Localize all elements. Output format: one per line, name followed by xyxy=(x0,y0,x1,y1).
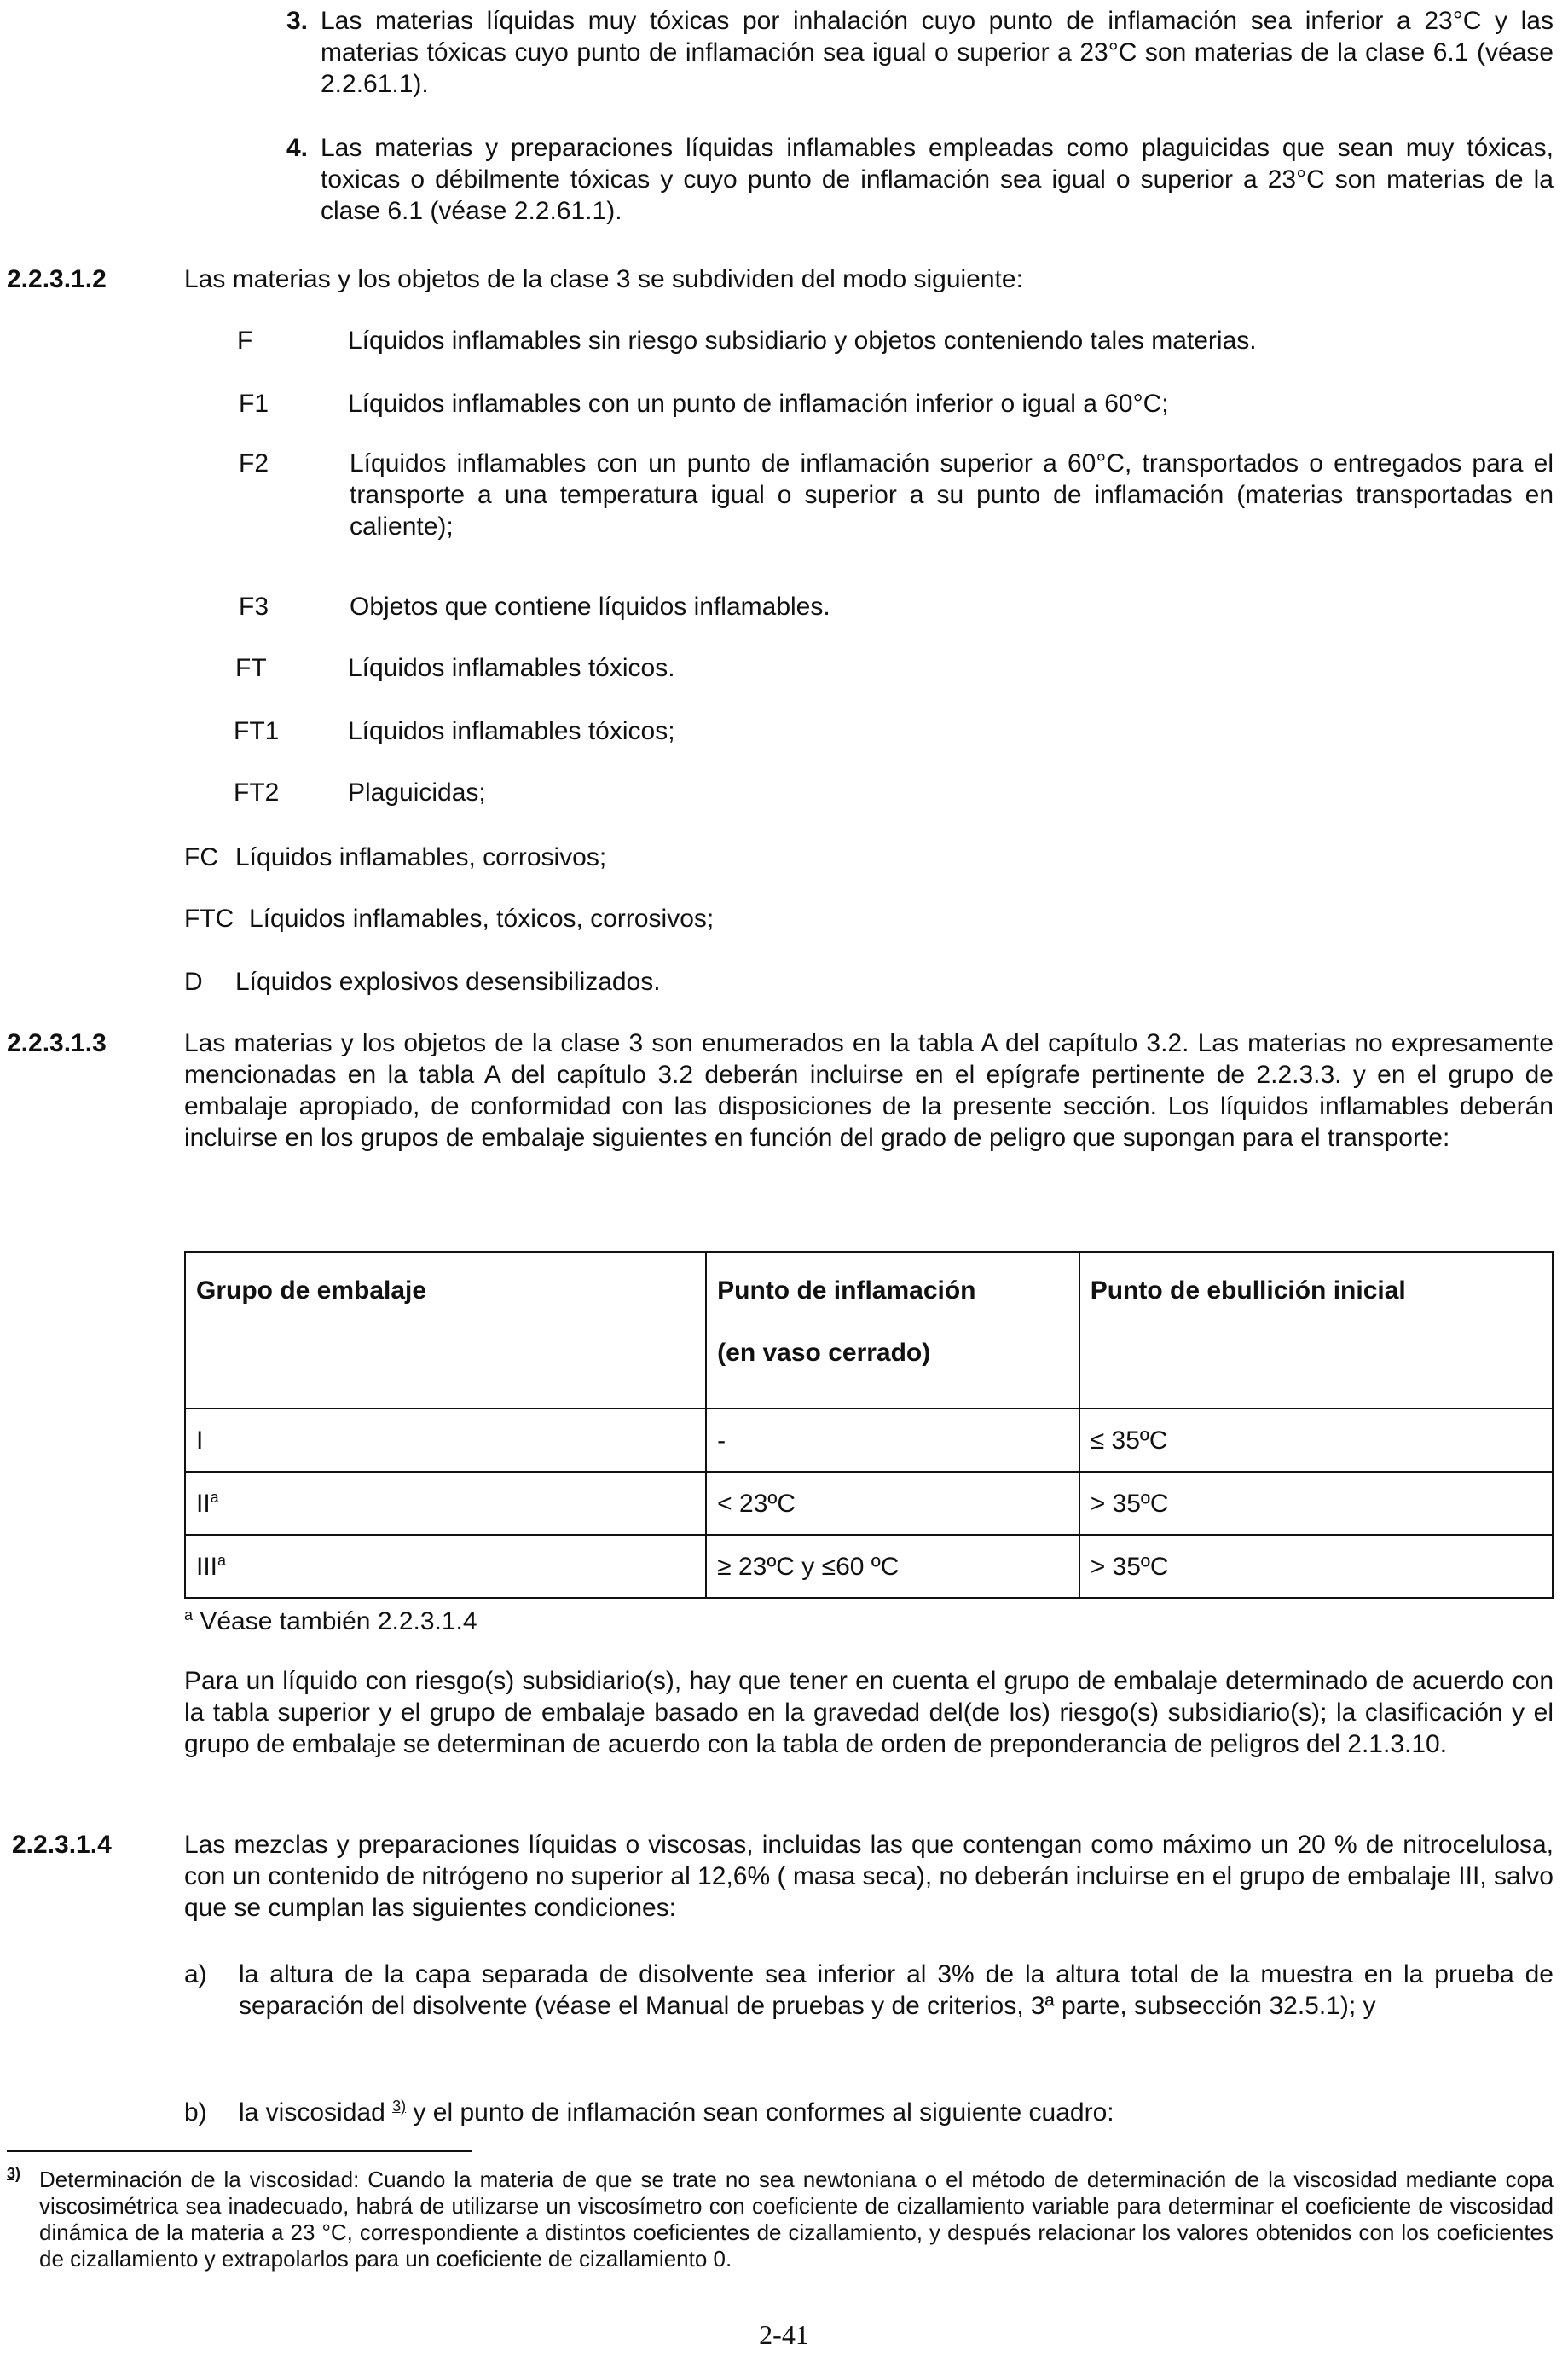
class-code: F1 xyxy=(239,390,269,418)
table-header-cell xyxy=(706,1252,1079,1409)
table-header-cell: Punto de ebullición inicial xyxy=(1079,1252,1553,1409)
table-cell-group xyxy=(185,1535,706,1598)
class-code: FT xyxy=(235,654,267,682)
group-value: III xyxy=(196,1552,218,1581)
section-text: Las mezclas y preparaciones líquidas o viscosas, incluidas las que contengan como máximo un 20 % de nitrocelulosa, con un contenido de nitrógeno no superior al 12,6% ( masa seca), no deberán incluirse en el grupo de embalaje III, salvo que se cumplan las siguientes condiciones: xyxy=(184,1831,1554,1922)
section-text: Las materias y los objetos de la clase 3 se subdividen del modo siguiente: xyxy=(184,265,1023,293)
section-number: 2.2.3.1.2 xyxy=(7,265,107,293)
list-number: 3. xyxy=(286,7,309,35)
table-cell-group xyxy=(185,1409,706,1472)
class-description: Líquidos inflamables, tóxicos, corrosivos; xyxy=(249,905,715,933)
table-cell-boil: > 35ºC xyxy=(1079,1535,1553,1598)
class-code: FT2 xyxy=(234,778,280,807)
footnote-text: Determinación de la viscosidad: Cuando la materia de que se trate no sea newtoniana o el método de determinación de la viscosidad mediante copa viscosimétrica sea inadecuado, habrá de utilizarse un viscosímetro con coeficiente de cizallamiento variable para determinar el coeficiente de viscosidad dinámica de la materia a 23 °C, correspondiente a distintos coeficientes de cizallamiento, y después relacionar los valores obtenidos con los coeficientes de cizallamiento y extrapolarlos para un coeficiente de cizallamiento 0. xyxy=(39,2167,1554,2272)
table-cell-flash: < 23ºC xyxy=(706,1472,1079,1535)
footnote-marker: a xyxy=(210,1488,219,1506)
list-number: 4. xyxy=(286,134,309,162)
class-description: Líquidos inflamables tóxicos; xyxy=(348,717,675,745)
section-text: Las materias y los objetos de la clase 3 son enumerados en la tabla A del capítulo 3.2. Las materias no expresamente mencionadas en la tabla A del capítulo 3.2 deberán incluirse en el epígrafe pertinente de 2.2.3.3. y en el grupo de embalaje apropiado, de conformidad con las disposiciones de la presente sección. Los líquidos inflamables deberán incluirse en los grupos de embalaje siguientes en función del grado de peligro que supongan para el transporte: xyxy=(184,1029,1554,1152)
table-row xyxy=(185,1535,1553,1598)
class-description: Líquidos inflamables sin riesgo subsidiario y objetos conteniendo tales materias. xyxy=(348,327,1257,355)
group-value: I xyxy=(196,1426,204,1455)
class-code: D xyxy=(184,968,203,996)
table-cell-group xyxy=(185,1472,706,1535)
class-description: Líquidos explosivos desensibilizados. xyxy=(235,968,661,996)
packing-group-table xyxy=(184,1251,1554,1599)
table-row xyxy=(185,1409,1553,1472)
list-item-text: Las materias líquidas muy tóxicas por inhalación cuyo punto de inflamación sea inferior a 23°C y las materias tóxicas cuyo punto de inflamación sea igual o superior a 23°C son materias de la clase 6.1 (véase 2.2.61.1). xyxy=(321,7,1554,98)
footnote-reference[interactable]: 3) xyxy=(392,2098,407,2115)
class-code: F2 xyxy=(239,449,269,477)
table-cell-flash: ≥ 23ºC y ≤60 ºC xyxy=(706,1535,1079,1598)
list-item-text: Las materias y preparaciones líquidas inflamables empleadas como plaguicidas que sean muy tóxicas, toxicas o débilmente tóxicas y cuyo punto de inflamación sea igual o superior a 23°C son materias de la clase 6.1 (véase 2.2.61.1). xyxy=(321,134,1554,225)
section-number: 2.2.3.1.4 xyxy=(12,1831,112,1859)
section-number: 2.2.3.1.3 xyxy=(7,1029,107,1057)
footnote-separator xyxy=(7,2150,472,2152)
footnote-marker: a xyxy=(184,1606,194,1623)
condition-text: la altura de la capa separada de disolvente sea inferior al 3% de la altura total de la muestra en la prueba de separación del disolvente (véase el Manual de pruebas y de criterios, 3ª parte, subsección 32.5.1); y xyxy=(239,1960,1554,2020)
table-header-row xyxy=(185,1252,1553,1409)
table-cell-boil: > 35ºC xyxy=(1079,1472,1553,1535)
class-code: F3 xyxy=(239,593,269,621)
footnote-marker: a xyxy=(217,1551,227,1569)
condition-label: b) xyxy=(184,2098,207,2127)
class-description: Plaguicidas; xyxy=(348,778,486,807)
class-description: Líquidos inflamables con un punto de inflamación inferior o igual a 60°C; xyxy=(348,390,1169,418)
table-cell-boil: ≤ 35ºC xyxy=(1079,1409,1553,1472)
group-value: II xyxy=(196,1489,211,1518)
page-number: 2-41 xyxy=(759,2319,809,2350)
condition-text xyxy=(239,2097,1554,2128)
table-header-sublabel: (en vaso cerrado) xyxy=(717,1339,931,1367)
class-code: FC xyxy=(184,843,218,871)
table-note xyxy=(184,1606,477,1637)
table-header-label: Punto de inflamación xyxy=(717,1276,976,1305)
class-description: Líquidos inflamables con un punto de inflamación superior a 60°C, transportados o entregados para el transporte a una temperatura igual o superior a su punto de inflamación (materias transportadas en caliente); xyxy=(350,449,1554,541)
class-code: FT1 xyxy=(234,717,280,745)
table-row xyxy=(185,1472,1553,1535)
class-description: Líquidos inflamables, corrosivos; xyxy=(235,843,607,871)
condition-text-part: la viscosidad xyxy=(239,2098,393,2127)
footnote-mark: 3) xyxy=(7,2165,21,2182)
table-header-cell: Grupo de embalaje xyxy=(185,1252,706,1409)
condition-text-part: y el punto de inflamación sean conformes al siguiente cuadro: xyxy=(406,2098,1114,2127)
class-description: Objetos que contiene líquidos inflamables. xyxy=(350,593,830,621)
table-note-text: Véase también 2.2.3.1.4 xyxy=(193,1607,477,1635)
paragraph: Para un líquido con riesgo(s) subsidiario(s), hay que tener en cuenta el grupo de embalaje determinado de acuerdo con la tabla superior y el grupo de embalaje basado en la gravedad del(de los) riesgo(s) subsidiario(s); la clasificación y el grupo de embalaje se determinan de acuerdo con la tabla de orden de preponderancia de peligros del 2.1.3.10. xyxy=(184,1667,1554,1758)
class-code: FTC xyxy=(184,905,234,933)
class-description: Líquidos inflamables tóxicos. xyxy=(348,654,675,682)
table-cell-flash: - xyxy=(706,1409,1079,1472)
class-code: F xyxy=(237,327,253,355)
condition-label: a) xyxy=(184,1960,207,1988)
